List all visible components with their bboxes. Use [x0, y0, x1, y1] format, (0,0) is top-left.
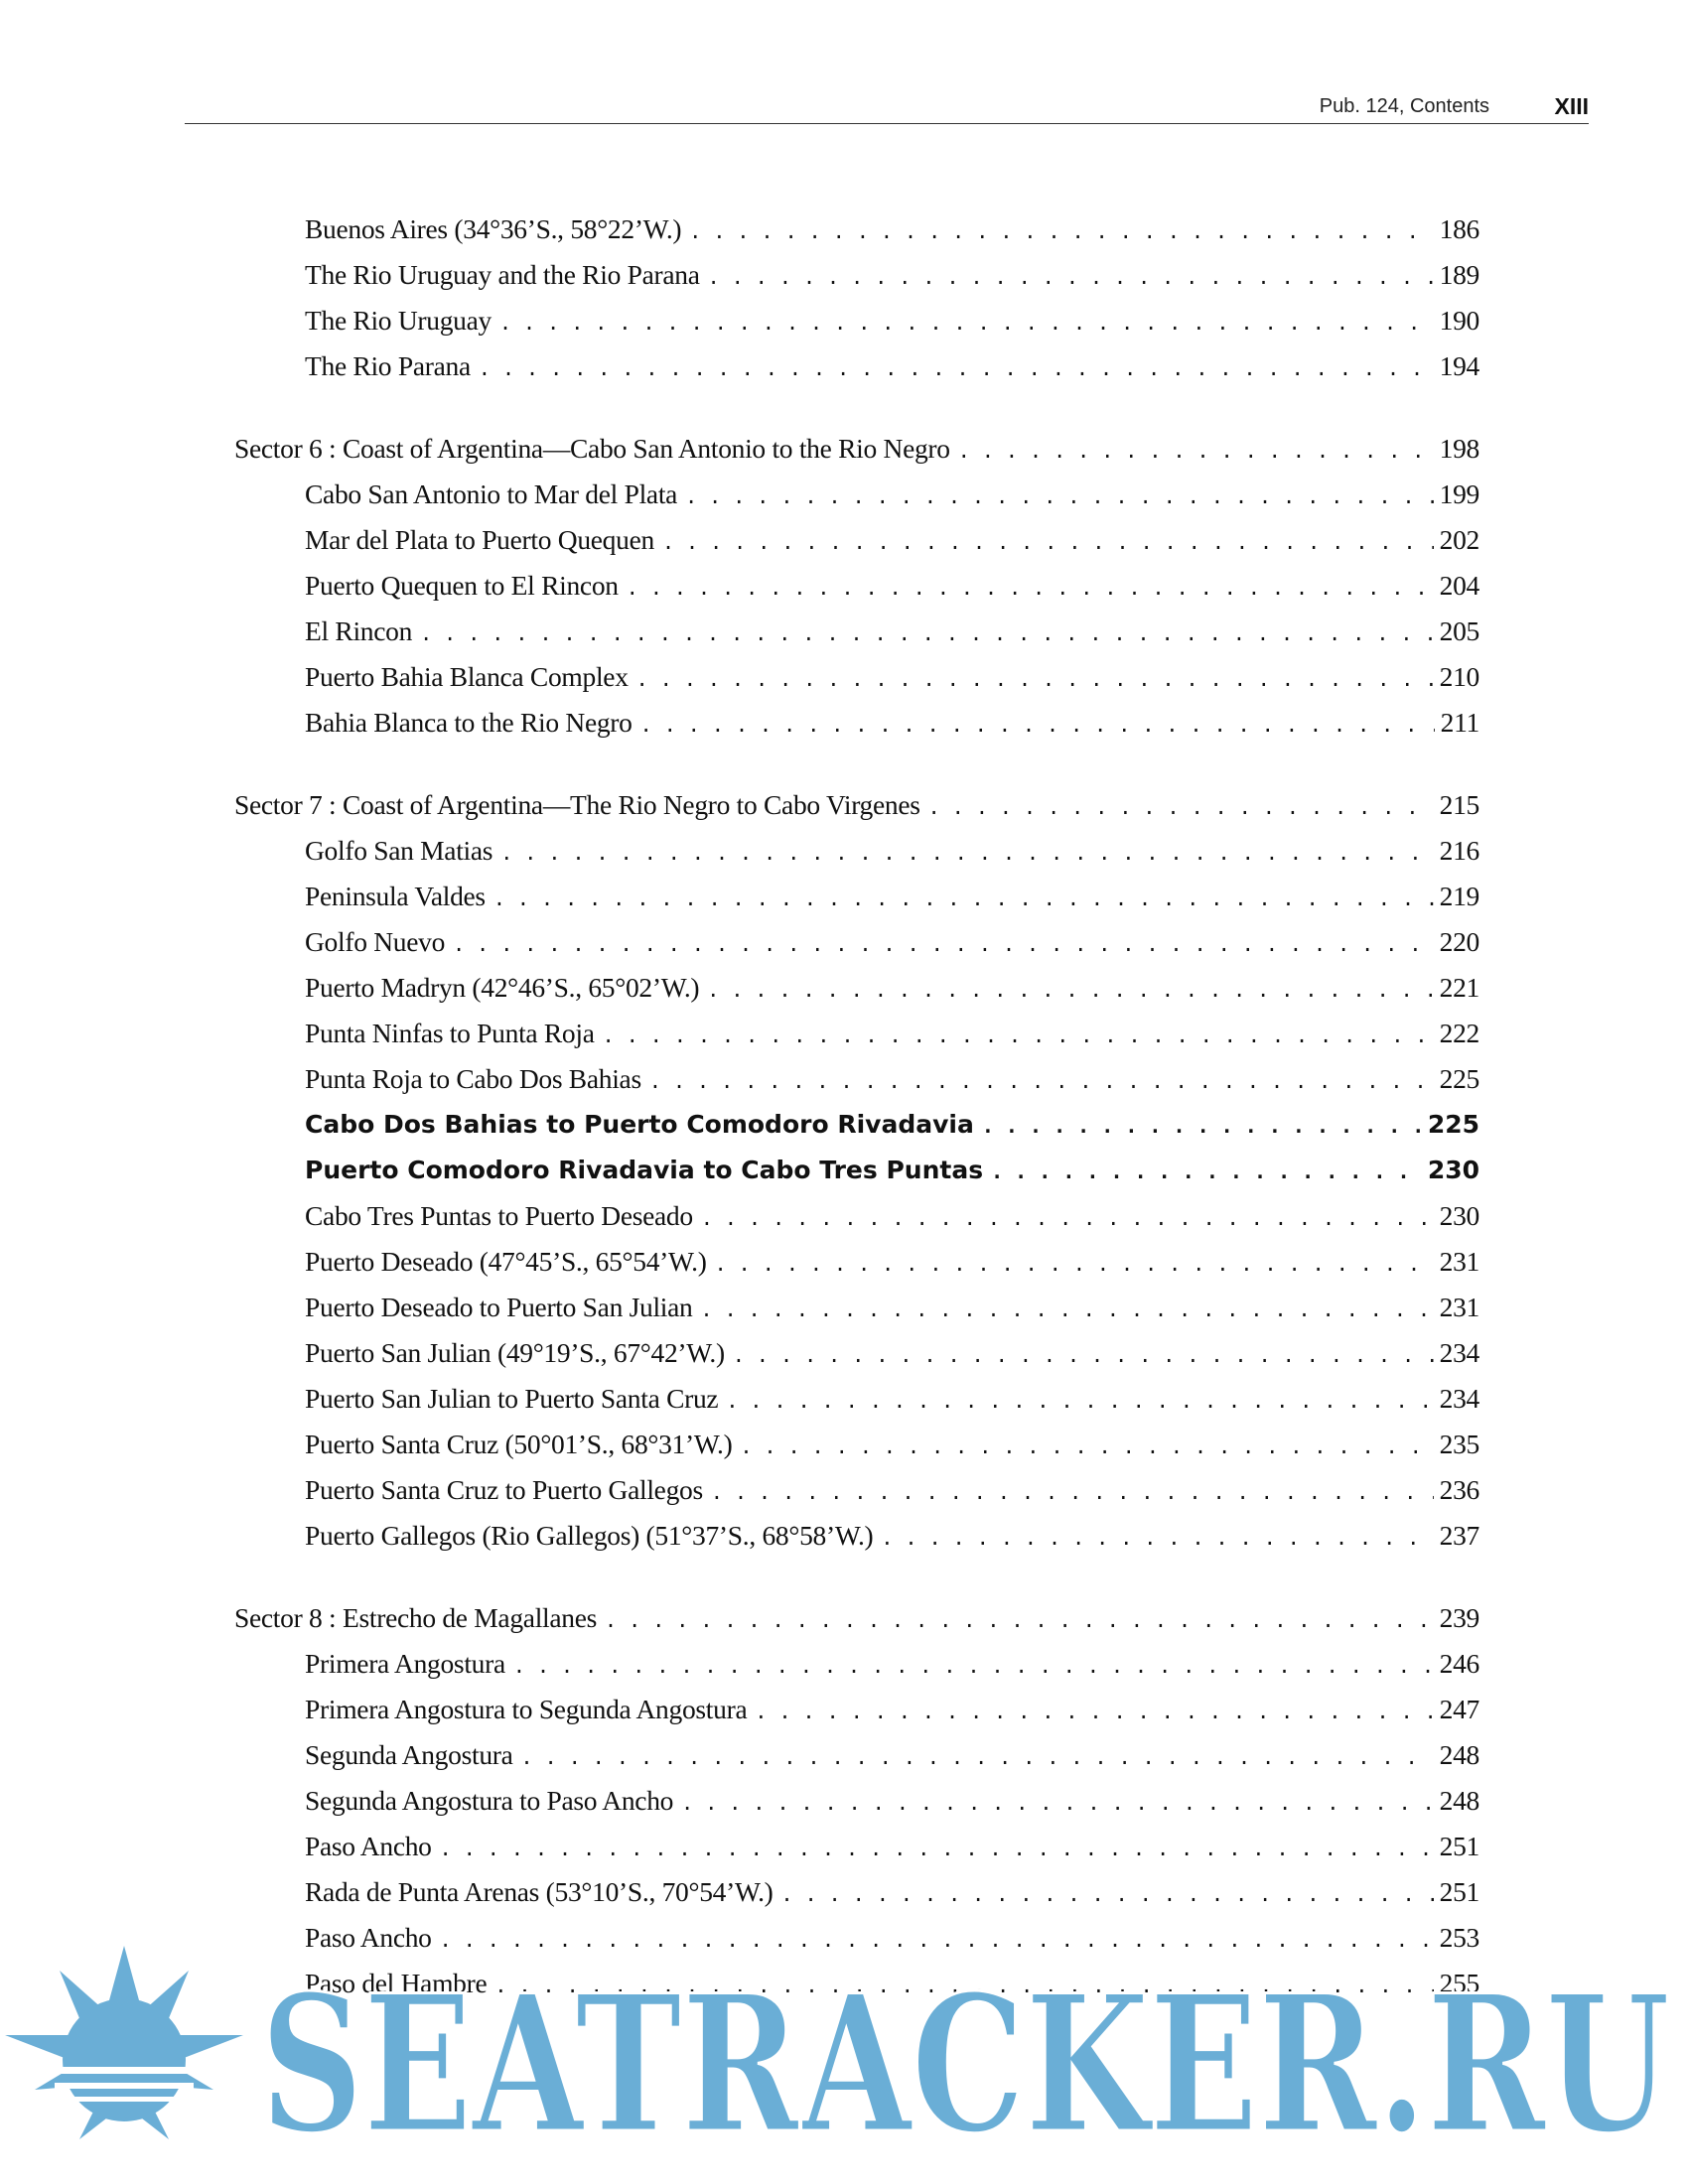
- dot-leader: [711, 1472, 1434, 1512]
- dot-leader: [420, 614, 1434, 653]
- toc-entry-title: Puerto Gallegos (Rio Gallegos) (51°37’S., 68°58’W.): [305, 1520, 874, 1551]
- toc-entry[interactable]: [305, 1644, 1479, 1684]
- dot-leader: [733, 1335, 1434, 1375]
- dot-leader: [521, 1737, 1434, 1777]
- toc-entry-page: 199: [1439, 478, 1479, 509]
- dot-leader: [649, 1061, 1434, 1101]
- toc-entry-page: 247: [1439, 1694, 1479, 1724]
- toc-entry[interactable]: [305, 1827, 1479, 1866]
- dot-leader: [662, 522, 1434, 562]
- toc-entry[interactable]: [305, 1014, 1479, 1053]
- toc-entry[interactable]: [305, 1872, 1479, 1912]
- toc-entry[interactable]: [305, 1151, 1479, 1190]
- toc-entry-page: 248: [1439, 1785, 1479, 1816]
- toc-entry[interactable]: [305, 1059, 1479, 1099]
- toc-entry[interactable]: [305, 1690, 1479, 1729]
- toc-sector-entry[interactable]: [234, 1598, 1479, 1638]
- toc-entry-title: Paso Ancho: [305, 1831, 432, 1861]
- sun-logo-icon: [5, 1946, 243, 2139]
- dot-leader: [603, 1016, 1434, 1055]
- toc-entry-title: Rada de Punta Arenas (53°10’S., 70°54’W.): [305, 1876, 774, 1907]
- toc-entry-title: Puerto Deseado (47°45’S., 65°54’W.): [305, 1246, 707, 1277]
- toc-entry-page: 204: [1439, 570, 1479, 601]
- toc-entry-title: Golfo Nuevo: [305, 926, 446, 957]
- toc-entry-page: 253: [1439, 1922, 1479, 1953]
- toc-entry-page: 237: [1439, 1520, 1479, 1551]
- toc-entry-title: Puerto San Julian (49°19’S., 67°42’W.): [305, 1337, 725, 1368]
- toc-entry-page: 239: [1439, 1602, 1479, 1633]
- toc-entry[interactable]: [305, 346, 1479, 386]
- toc-entry[interactable]: [305, 1288, 1479, 1327]
- toc-entry[interactable]: [305, 1735, 1479, 1775]
- dot-leader: [707, 970, 1433, 1010]
- toc-entry-title: Puerto Bahia Blanca Complex: [305, 661, 629, 692]
- toc-entry[interactable]: [305, 475, 1479, 514]
- toc-entry-title: Golfo San Matias: [305, 835, 493, 866]
- toc-entry-page: 215: [1439, 789, 1479, 820]
- toc-entry-page: 210: [1439, 661, 1479, 692]
- toc-entry-page: 225: [1439, 1063, 1479, 1094]
- dot-leader: [781, 1874, 1434, 1914]
- dot-leader: [499, 303, 1434, 342]
- dot-leader: [982, 1106, 1422, 1146]
- toc-entry-page: 186: [1439, 213, 1479, 244]
- dot-leader: [627, 568, 1434, 608]
- toc-entry-page: 235: [1439, 1429, 1479, 1459]
- toc-entry[interactable]: [305, 657, 1479, 697]
- toc-entry-page: 225: [1427, 1110, 1479, 1139]
- toc-entry-page: 234: [1439, 1337, 1479, 1368]
- toc-entry-title: Punta Ninfas to Punta Roja: [305, 1018, 595, 1048]
- toc-entry-title: Peninsula Valdes: [305, 881, 486, 911]
- running-header: Pub. 124, Contents: [1319, 95, 1489, 117]
- dot-leader: [689, 211, 1433, 251]
- dot-leader: [708, 257, 1434, 297]
- toc-entry[interactable]: [305, 566, 1479, 606]
- toc-entry-page: 216: [1439, 835, 1479, 866]
- toc-entry-page: 220: [1439, 926, 1479, 957]
- toc-entry-title: Punta Roja to Cabo Dos Bahias: [305, 1063, 641, 1094]
- toc-entry[interactable]: [305, 922, 1479, 962]
- toc-entry[interactable]: [305, 703, 1479, 743]
- toc-entry-page: 234: [1439, 1383, 1479, 1414]
- toc-entry[interactable]: [305, 1242, 1479, 1282]
- toc-entry-title: Segunda Angostura: [305, 1739, 513, 1770]
- toc-entry-title: Puerto Santa Cruz to Puerto Gallegos: [305, 1474, 703, 1505]
- toc-entry[interactable]: [305, 1105, 1479, 1145]
- toc-entry-title: Puerto Quequen to El Rincon: [305, 570, 619, 601]
- toc-entry[interactable]: [305, 1470, 1479, 1510]
- toc-entry-title: Cabo Tres Puntas to Puerto Deseado: [305, 1200, 693, 1231]
- dot-leader: [493, 879, 1434, 918]
- toc-entry-title: Cabo San Antonio to Mar del Plata: [305, 478, 678, 509]
- dot-leader: [726, 1381, 1433, 1421]
- dot-leader: [500, 833, 1433, 873]
- toc-entry-page: 222: [1439, 1018, 1479, 1048]
- toc-entry-title: Mar del Plata to Puerto Quequen: [305, 524, 654, 555]
- toc-sector-entry[interactable]: [234, 429, 1479, 469]
- dot-leader: [700, 1290, 1433, 1329]
- page-numeral: XIII: [1554, 93, 1589, 119]
- toc-entry-title: The Rio Uruguay: [305, 305, 492, 336]
- toc-entry-title: Puerto Deseado to Puerto San Julian: [305, 1292, 693, 1322]
- toc-entry-page: 221: [1439, 972, 1479, 1003]
- toc-entry-title: The Rio Uruguay and the Rio Parana: [305, 259, 700, 290]
- toc-entry[interactable]: [305, 612, 1479, 651]
- dot-leader: [513, 1646, 1434, 1686]
- toc-entry-page: 190: [1439, 305, 1479, 336]
- toc-entry-page: 230: [1427, 1156, 1479, 1184]
- toc-entry-title: Puerto Comodoro Rivadavia to Cabo Tres Puntas: [305, 1156, 984, 1184]
- toc-entry[interactable]: [305, 1781, 1479, 1821]
- toc-entry-page: 248: [1439, 1739, 1479, 1770]
- page-header: [185, 91, 1589, 124]
- dot-leader: [701, 1198, 1434, 1238]
- toc-entry[interactable]: [305, 1333, 1479, 1373]
- toc-entry[interactable]: [305, 968, 1479, 1008]
- toc-entry-page: 251: [1439, 1831, 1479, 1861]
- toc-entry[interactable]: [305, 1425, 1479, 1464]
- toc-entry-page: 205: [1439, 615, 1479, 646]
- toc-entry-title: El Rincon: [305, 615, 413, 646]
- toc-entry-page: 246: [1439, 1648, 1479, 1679]
- toc-entry-title: The Rio Parana: [305, 350, 471, 381]
- toc-entry-page: 219: [1439, 881, 1479, 911]
- toc-entry-page: 230: [1439, 1200, 1479, 1231]
- toc-entry-page: 211: [1440, 707, 1479, 738]
- dot-leader: [755, 1692, 1433, 1731]
- toc-entry-page: 251: [1439, 1876, 1479, 1907]
- toc-entry-title: Cabo Dos Bahias to Puerto Comodoro Rivadavia: [305, 1110, 974, 1139]
- toc-entry-title: Paso del Hambre: [305, 1968, 488, 1998]
- dot-leader: [881, 1518, 1433, 1558]
- toc-entry-page: 231: [1439, 1292, 1479, 1322]
- toc-entry[interactable]: [305, 1516, 1479, 1556]
- toc-entry-title: Puerto Santa Cruz (50°01’S., 68°31’W.): [305, 1429, 733, 1459]
- toc-entry-title: Sector 7 : Coast of Argentina—The Rio Negro to Cabo Virgenes: [234, 789, 920, 820]
- dot-leader: [958, 431, 1434, 471]
- dot-leader: [740, 1427, 1433, 1466]
- toc-entry[interactable]: [305, 877, 1479, 916]
- dot-leader: [440, 1829, 1434, 1868]
- toc-entry-title: Segunda Angostura to Paso Ancho: [305, 1785, 674, 1816]
- toc-entry[interactable]: [305, 1196, 1479, 1236]
- toc-entry-title: Paso Ancho: [305, 1922, 432, 1953]
- toc-entry-title: Puerto San Julian to Puerto Santa Cruz: [305, 1383, 719, 1414]
- toc-entry-page: 231: [1439, 1246, 1479, 1277]
- toc-entry-page: 202: [1439, 524, 1479, 555]
- dot-leader: [605, 1600, 1434, 1640]
- dot-leader: [453, 924, 1434, 964]
- toc-entry[interactable]: [305, 520, 1479, 560]
- toc-entry[interactable]: [305, 1379, 1479, 1419]
- toc-entry-title: Bahia Blanca to the Rio Negro: [305, 707, 633, 738]
- dot-leader: [991, 1152, 1422, 1191]
- toc-entry-title: Primera Angostura to Segunda Angostura: [305, 1694, 748, 1724]
- toc-entry-page: 189: [1439, 259, 1479, 290]
- toc-entry-page: 198: [1439, 433, 1479, 464]
- toc-entry-title: Puerto Madryn (42°46’S., 65°02’W.): [305, 972, 700, 1003]
- dot-leader: [640, 705, 1435, 745]
- dot-leader: [928, 787, 1434, 827]
- dot-leader: [681, 1783, 1434, 1823]
- toc-entry[interactable]: [305, 831, 1479, 871]
- toc-entry-title: Sector 8 : Estrecho de Magallanes: [234, 1602, 598, 1633]
- toc-entry[interactable]: [305, 209, 1479, 249]
- watermark-text: SEATRACKER.RU: [260, 1954, 1670, 2175]
- toc-entry-page: 255: [1439, 1968, 1479, 1998]
- dot-leader: [636, 659, 1434, 699]
- toc-entry-page: 194: [1439, 350, 1479, 381]
- toc-entry[interactable]: [305, 255, 1479, 295]
- toc-sector-entry[interactable]: [234, 785, 1479, 825]
- toc-entry-title: Sector 6 : Coast of Argentina—Cabo San Antonio to the Rio Negro: [234, 433, 950, 464]
- dot-leader: [715, 1244, 1434, 1284]
- dot-leader: [479, 348, 1434, 388]
- watermark: [0, 1926, 1688, 2184]
- toc-entry[interactable]: [305, 301, 1479, 341]
- toc-entry-title: Primera Angostura: [305, 1648, 505, 1679]
- toc-entry-page: 236: [1439, 1474, 1479, 1505]
- toc-entry-title: Buenos Aires (34°36’S., 58°22’W.): [305, 213, 682, 244]
- dot-leader: [685, 477, 1434, 516]
